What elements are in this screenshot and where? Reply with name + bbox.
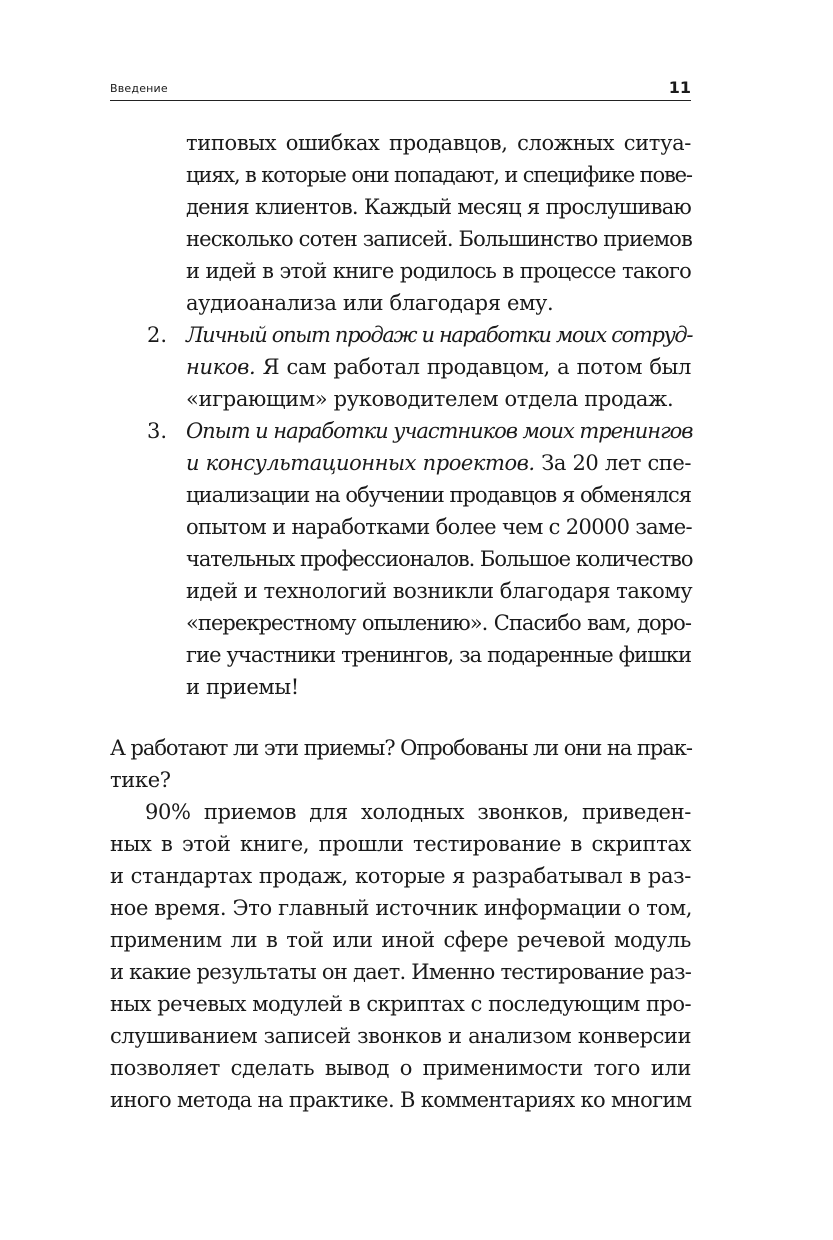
item3-line: циализации на обучении продавцов я обменялся	[186, 483, 692, 507]
list-number: 3.	[147, 419, 168, 443]
page-number: 11	[668, 78, 691, 97]
item3-line	[186, 448, 691, 479]
item2-italic: ников.	[186, 355, 256, 379]
paragraph-line: применим ли в той или иной сфере речевой модуль	[110, 928, 691, 952]
paragraph-line: слушиванием записей звонков и анализом конверсии	[110, 1024, 691, 1048]
paragraph-line: ных речевых модулей в скриптах с последующим про-	[110, 992, 691, 1016]
item1-line: и идей в этой книге родилось в процессе такого	[186, 259, 691, 283]
item3-line: «перекрестному опылению». Спасибо вам, доро-	[186, 611, 691, 635]
paragraph-line: и какие результаты он дает. Именно тестирование раз-	[110, 960, 692, 984]
list-number: 2.	[147, 323, 168, 347]
item3-line: чательных профессионалов. Большое количество	[186, 547, 693, 571]
item2-text: Я сам работал продавцом, а потом был	[255, 355, 691, 379]
paragraph-line: ных в этой книге, прошли тестирование в скриптах	[110, 832, 691, 856]
item3-line: идей и технологий возникли благодаря такому	[186, 579, 693, 603]
item3-text: За 20 лет спе-	[534, 451, 691, 475]
paragraph-line: иного метода на практике. В комментариях ко многим	[110, 1088, 692, 1112]
item3-line: опытом и наработками более чем с 20000 заме-	[186, 515, 692, 539]
item2-line: «играющим» руководителем отдела продаж.	[186, 387, 674, 411]
item2-line	[186, 352, 691, 383]
item1-line: несколько сотен записей. Большинство приемов	[186, 227, 692, 251]
running-header	[110, 78, 691, 101]
item3-line: Опыт и наработки участников моих тренингов	[186, 419, 693, 443]
item3-line: гие участники тренингов, за подаренные фишки	[186, 643, 691, 667]
item1-line: аудиоанализа или благодаря ему.	[186, 291, 554, 315]
paragraph-line: позволяет сделать вывод о применимости того или	[110, 1056, 691, 1080]
item2-line: Личный опыт продаж и наработки моих сотруд-	[186, 323, 693, 347]
paragraph-line: ное время. Это главный источник информации о том,	[110, 896, 693, 920]
question-line: А работают ли эти приемы? Опробованы ли они на прак-	[110, 736, 692, 760]
item3-italic: и консультационных проектов.	[186, 451, 535, 475]
paragraph-line: и стандартах продаж, которые я разрабатывал в раз-	[110, 864, 691, 888]
item1-line: дения клиентов. Каждый месяц я прослушиваю	[186, 195, 691, 219]
item1-line: циях, в которые они попадают, и специфике пове-	[186, 163, 692, 187]
item3-line: и приемы!	[186, 675, 299, 699]
item1-line: типовых ошибках продавцов, сложных ситуа-	[186, 131, 691, 155]
section-title: Введение	[110, 82, 168, 95]
paragraph-line: 90% приемов для холодных звонков, приведен-	[145, 800, 691, 824]
question-line: тике?	[110, 768, 171, 792]
